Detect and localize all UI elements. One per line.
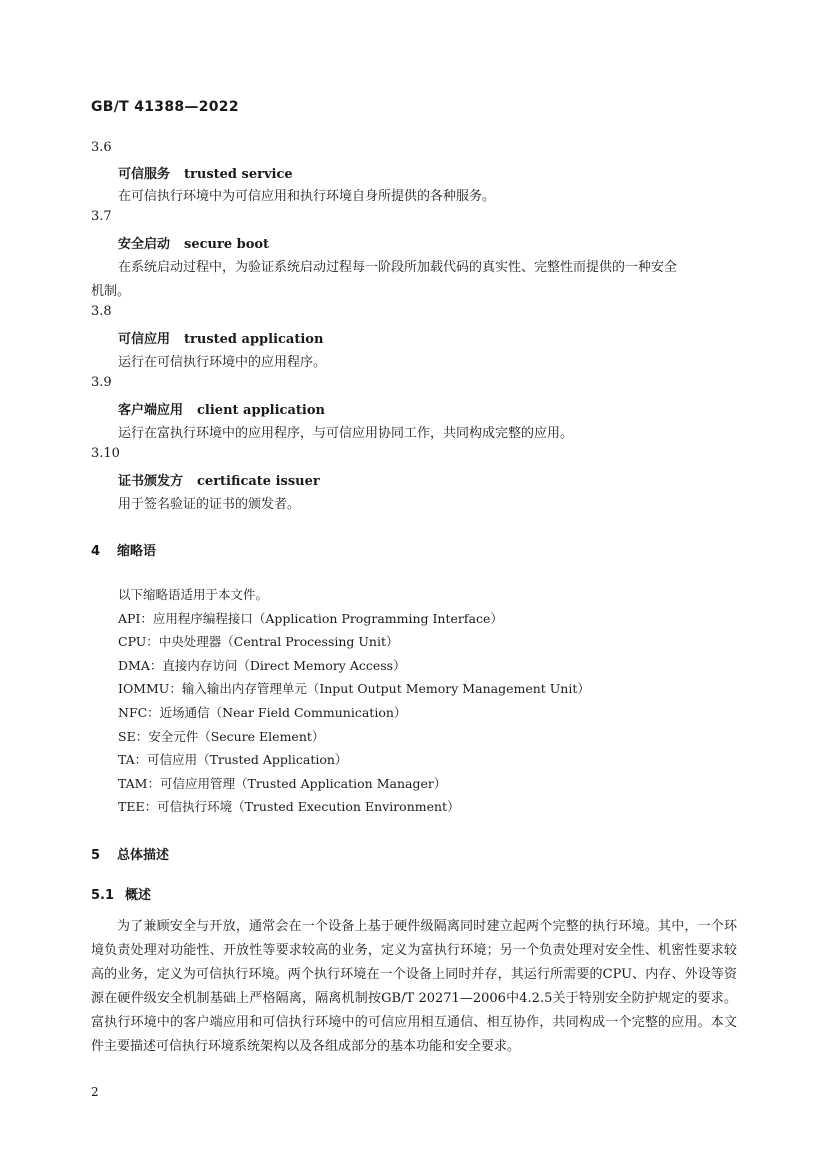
- term-definition: 在可信执行环境中为可信应用和执行环境自身所提供的各种服务。: [118, 189, 496, 204]
- subsection-number: 5.1: [91, 888, 115, 903]
- term-en: trusted service: [184, 167, 293, 182]
- abbreviation-item: TA：可信应用（Trusted Application）: [118, 752, 348, 767]
- abbreviation-item: DMA：直接内存访问（Direct Memory Access）: [118, 658, 406, 673]
- abbreviation-item: API：应用程序编程接口（Application Programming Interface）: [118, 611, 503, 626]
- abbreviation-item: SE：安全元件（Secure Element）: [118, 729, 325, 744]
- subsection-heading: [91, 884, 151, 903]
- term-zh: 安全启动: [118, 237, 171, 252]
- standard-header: GB/T 41388—2022: [91, 99, 239, 115]
- term-zh: 可信服务: [118, 167, 171, 182]
- term-title: [118, 163, 293, 182]
- term-title: [118, 470, 320, 489]
- section-heading: [91, 844, 169, 863]
- abbreviation-item: IOMMU：输入输出内存管理单元（Input Output Memory Management Unit）: [118, 681, 590, 696]
- term-en: trusted application: [184, 332, 324, 347]
- subsection-title: 概述: [125, 888, 152, 903]
- term-zh: 可信应用: [118, 332, 171, 347]
- term-definition: 运行在可信执行环境中的应用程序。: [118, 355, 327, 370]
- term-number: 3.9: [91, 375, 112, 390]
- term-definition: 用于签名验证的证书的颁发者。: [118, 497, 301, 512]
- term-en: client application: [197, 403, 325, 418]
- term-en: secure boot: [184, 237, 270, 252]
- abbreviation-item: TEE：可信执行环境（Trusted Execution Environment）: [118, 799, 460, 814]
- term-definition: 运行在富执行环境中的应用程序，与可信应用协同工作，共同构成完整的应用。: [118, 426, 574, 441]
- term-number: 3.8: [91, 304, 112, 319]
- term-zh: 客户端应用: [118, 403, 184, 418]
- section-heading: [91, 540, 156, 559]
- section-number: 4: [91, 544, 101, 559]
- section-number: 5: [91, 848, 101, 863]
- section-title: 缩略语: [117, 544, 157, 559]
- abbreviation-item: NFC：近场通信（Near Field Communication）: [118, 705, 407, 720]
- overview-paragraph: 为了兼顾安全与开放，通常会在一个设备上基于硬件级隔离同时建立起两个完整的执行环境。其中，一个环境负责处理对功能性、开放性等要求较高的业务，定义为富执行环境；另一个负责处理对安全性、机密性要求较高的业务，定义为可信执行环境。两个执行环境在一个设备上同时并存，其运行所需要的CPU、内存、外设等资源在硬件级安全机制基础上严格隔离，隔离机制按GB/T 20271—2006中4.2.5关于特别安全防护规定的要求。富执行环境中的客户端应用和可信执行环境中的可信应用相互通信、相互协作，共同构成一个完整的应用。本文件主要描述可信执行环境系统架构以及各组成部分的基本功能和安全要求。: [91, 919, 737, 1054]
- abbreviation-item: CPU：中央处理器（Central Processing Unit）: [118, 634, 399, 649]
- page-number: 2: [91, 1085, 99, 1099]
- section-title: 总体描述: [117, 848, 170, 863]
- abbreviation-item: TAM：可信应用管理（Trusted Application Manager）: [118, 776, 447, 791]
- term-number: 3.7: [91, 209, 112, 224]
- term-title: [118, 328, 323, 347]
- term-definition-continued: 机制。: [91, 284, 131, 299]
- term-number: 3.6: [91, 140, 112, 155]
- term-title: [118, 233, 269, 252]
- term-en: certificate issuer: [197, 474, 320, 489]
- abbreviations-intro: 以下缩略语适用于本文件。: [118, 587, 269, 602]
- term-title: [118, 399, 325, 418]
- term-definition: 在系统启动过程中，为验证系统启动过程每一阶段所加载代码的真实性、完整性而提供的一种安全: [118, 260, 678, 275]
- term-zh: 证书颁发方: [118, 474, 184, 489]
- term-number: 3.10: [91, 446, 120, 461]
